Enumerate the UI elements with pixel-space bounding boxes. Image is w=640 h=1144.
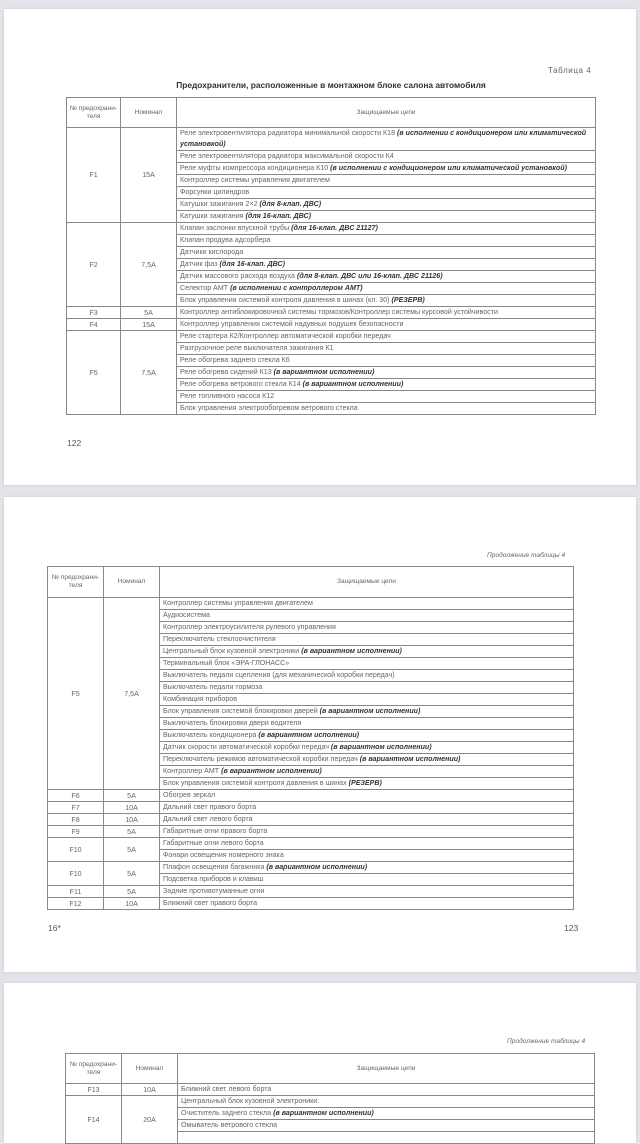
protected-circuit-cell	[177, 403, 596, 415]
table-row	[48, 826, 574, 838]
circuit-text: Выключатель блокировки двери водителя	[163, 719, 302, 727]
circuit-text: Селектор АМТ	[180, 284, 231, 292]
circuit-text: Аудиосистема	[163, 611, 211, 619]
circuit-note: (в исполнении с кондиционером или климатической установкой)	[180, 129, 587, 148]
circuit-text: Реле обогрева ветрового стекла К14	[180, 380, 303, 388]
fuse-number-cell: F10	[48, 862, 104, 886]
protected-circuit-cell	[160, 838, 574, 850]
table-row	[67, 128, 596, 151]
header-rating: Номинал	[122, 1054, 178, 1084]
protected-circuit-cell	[160, 730, 574, 742]
table-row	[48, 862, 574, 874]
protected-circuit-cell	[177, 259, 596, 271]
circuit-text: Омыватель ветрового стекла	[181, 1121, 278, 1129]
circuit-text: Форсунки цилиндров	[180, 188, 250, 196]
fuse-rating-cell: 15A	[121, 319, 177, 331]
protected-circuit-cell	[177, 355, 596, 367]
circuit-text: Плафон освещения багажника	[163, 863, 267, 871]
protected-circuit-cell	[160, 682, 574, 694]
protected-circuit-cell	[178, 1108, 595, 1120]
circuit-note: (для 8-клап. ДВС)	[259, 200, 322, 208]
protected-circuit-cell	[160, 898, 574, 910]
table-row	[66, 1096, 595, 1108]
protected-circuit-cell	[177, 367, 596, 379]
circuit-text: Контроллер системы управления двигателем	[163, 599, 313, 607]
circuit-note: (для 8-клап. ДВС или 16-клап. ДВС 21126)	[296, 272, 443, 280]
protected-circuit-cell	[177, 175, 596, 187]
circuit-text: Контроллер системы управления двигателем	[180, 176, 330, 184]
circuit-text: Обогрев зеркал	[163, 791, 216, 799]
circuit-text: Блок управления системой контроля давления в шинах (кл. 30)	[180, 296, 392, 304]
circuit-text: Датчик массового расхода воздуха	[180, 272, 297, 280]
fuse-rating-cell: 5A	[104, 862, 160, 886]
protected-circuit-cell	[160, 598, 574, 610]
fuse-number-cell: F6	[48, 790, 104, 802]
fuse-number-cell: F1	[67, 128, 121, 223]
protected-circuit-cell	[160, 646, 574, 658]
protected-circuit-cell	[178, 1096, 595, 1108]
page-number: 122	[67, 438, 82, 448]
protected-circuit-cell	[177, 379, 596, 391]
protected-circuit-cell	[160, 766, 574, 778]
circuit-text: Разгрузочное реле выключателя зажигания К1	[180, 344, 334, 352]
protected-circuit-cell	[160, 742, 574, 754]
header-rating: Номинал	[104, 567, 160, 598]
protected-circuit-cell	[177, 223, 596, 235]
circuit-text: Датчики кислорода	[180, 248, 244, 256]
circuit-text: Выключатель педали сцепления (для механической коробки передач)	[163, 671, 395, 679]
circuit-note: (в исполнении с кондиционером или климатической установкой)	[330, 164, 567, 172]
protected-circuit-cell	[160, 886, 574, 898]
circuit-text: Блок управления системой контроля давления в шинах	[163, 779, 349, 787]
page-number: 123	[564, 923, 579, 933]
protected-circuit-cell	[160, 634, 574, 646]
table-header-row	[48, 567, 574, 598]
circuit-note: (в вариантном исполнении)	[273, 368, 375, 376]
protected-circuit-cell	[160, 802, 574, 814]
circuit-text: Реле топливного насоса К12	[180, 392, 275, 400]
circuit-note: (в исполнении с контроллером АМТ)	[230, 284, 363, 292]
table-row	[67, 307, 596, 319]
document-page-1	[4, 9, 636, 485]
circuit-note: (РЕЗЕРВ)	[391, 296, 425, 304]
fuse-rating-cell: 5A	[104, 886, 160, 898]
fuse-rating-cell: 10A	[104, 814, 160, 826]
page-signature: 16*	[48, 923, 61, 933]
protected-circuit-cell	[160, 658, 574, 670]
circuit-note: (в вариантном исполнении)	[359, 755, 461, 763]
header-rating: Номинал	[121, 98, 177, 128]
circuit-text: Переключатель режимов автоматической коробки передач	[163, 755, 360, 763]
protected-circuit-cell	[160, 718, 574, 730]
circuit-text: Контроллер антиблокировочной системы тормозов/Контроллер системы курсовой устойчивости	[180, 308, 498, 316]
protected-circuit-cell	[160, 862, 574, 874]
circuit-text: Терминальный блок «ЭРА-ГЛОНАСС»	[163, 659, 290, 667]
fuse-rating-cell: 7,5A	[121, 331, 177, 415]
circuit-text: Контроллер АМТ	[163, 767, 222, 775]
protected-circuit-cell	[160, 826, 574, 838]
circuit-text: Переключатель стеклоочистителя	[163, 635, 276, 643]
fuse-rating-cell: 10A	[104, 802, 160, 814]
fuse-number-cell: F14	[66, 1096, 122, 1144]
circuit-note: (для 16-клап. ДВС)	[219, 260, 286, 268]
protected-circuit-cell	[177, 187, 596, 199]
fuse-table	[65, 1053, 595, 1144]
fuse-table	[47, 566, 574, 910]
fuse-number-cell: F9	[48, 826, 104, 838]
circuit-text: Реле обогрева заднего стекла К6	[180, 356, 290, 364]
circuit-note: (для 16-клап. ДВС)	[245, 212, 312, 220]
fuse-number-cell: F8	[48, 814, 104, 826]
fuse-number-cell: F7	[48, 802, 104, 814]
header-fuse-number: № предохрани-теля	[48, 567, 104, 598]
table-title: Предохранители, расположенные в монтажном блоке салона автомобиля	[176, 80, 486, 90]
protected-circuit-cell	[177, 343, 596, 355]
table-row	[48, 886, 574, 898]
fuse-number-cell: F2	[67, 223, 121, 307]
protected-circuit-cell	[177, 331, 596, 343]
protected-circuit-cell	[178, 1120, 595, 1132]
circuit-text: Центральный блок кузовной электроники	[163, 647, 302, 655]
header-fuse-number: № предохрани-теля	[66, 1054, 122, 1084]
fuse-rating-cell: 5A	[121, 307, 177, 319]
document-page-2	[4, 497, 636, 972]
protected-circuit-cell	[177, 211, 596, 223]
circuit-text: Дальний свет левого борта	[163, 815, 253, 823]
table-row	[67, 319, 596, 331]
circuit-note: (в вариантном исполнении)	[266, 863, 368, 871]
protected-circuit-cell	[160, 610, 574, 622]
circuit-text: Подсветка приборов и клавиш	[163, 875, 264, 883]
header-circuits: Защищаемые цепи	[177, 98, 596, 128]
protected-circuit-cell	[177, 199, 596, 211]
fuse-rating-cell: 15A	[121, 128, 177, 223]
circuit-text: Габаритные огни правого борта	[163, 827, 268, 835]
table-row	[48, 802, 574, 814]
protected-circuit-cell	[160, 622, 574, 634]
protected-circuit-cell	[177, 391, 596, 403]
protected-circuit-cell	[160, 790, 574, 802]
continuation-label: Продолжение таблицы 4	[487, 552, 566, 559]
table-row	[48, 838, 574, 850]
circuit-text: Блок управления электрообогревом ветрового стекла	[180, 404, 358, 412]
protected-circuit-cell	[160, 706, 574, 718]
circuit-text: Датчик фаз	[180, 260, 220, 268]
circuit-text: Ближний свет правого борта	[163, 899, 258, 907]
circuit-note: (в вариантном исполнении)	[221, 767, 322, 775]
circuit-text: Ближний свет левого борта	[181, 1085, 272, 1093]
circuit-text: Задние противотуманные огни	[163, 887, 265, 895]
document-page-3	[4, 983, 636, 1143]
table-row	[48, 814, 574, 826]
table-label: Таблица 4	[548, 66, 592, 75]
protected-circuit-cell	[177, 163, 596, 175]
protected-circuit-cell	[160, 850, 574, 862]
circuit-text: Реле электровентилятора радиатора минимальной скорости К18	[180, 129, 397, 137]
protected-circuit-cell	[178, 1084, 595, 1096]
circuit-note: (в вариантном исполнении)	[319, 707, 421, 715]
protected-circuit-cell	[177, 283, 596, 295]
fuse-number-cell: F5	[48, 598, 104, 790]
circuit-note: (РЕЗЕРВ)	[348, 779, 382, 787]
circuit-text: Реле стартера К2/Контроллер автоматической коробки передач	[180, 332, 391, 340]
circuit-text: Контроллер управления системой надувных подушек безопасности	[180, 320, 404, 328]
table-row	[48, 598, 574, 610]
circuit-text: Блок управления системой блокировки дверей	[163, 707, 320, 715]
circuit-text: Дальний свет правого борта	[163, 803, 257, 811]
fuse-rating-cell: 7,5A	[104, 598, 160, 790]
circuit-note: (в вариантном исполнении)	[258, 731, 360, 739]
fuse-number-cell: F4	[67, 319, 121, 331]
protected-circuit-cell	[177, 235, 596, 247]
fuse-table	[66, 97, 596, 415]
circuit-note: (для 16-клап. ДВС 21127)	[291, 224, 378, 232]
fuse-rating-cell: 20A	[122, 1096, 178, 1144]
fuse-number-cell: F10	[48, 838, 104, 862]
header-circuits: Защищаемые цепи	[178, 1054, 595, 1084]
circuit-text: Выключатель кондиционера	[163, 731, 259, 739]
table-row	[66, 1084, 595, 1096]
protected-circuit-cell	[177, 128, 596, 151]
table-header-row	[66, 1054, 595, 1084]
protected-circuit-cell	[160, 874, 574, 886]
circuit-text: Реле обогрева сидений К13	[180, 368, 274, 376]
protected-circuit-cell	[160, 754, 574, 766]
protected-circuit-cell	[177, 295, 596, 307]
circuit-note: (в вариантном исполнении)	[302, 380, 404, 388]
fuse-rating-cell: 5A	[104, 838, 160, 862]
fuse-number-cell: F11	[48, 886, 104, 898]
fuse-rating-cell: 7,5A	[121, 223, 177, 307]
protected-circuit-cell	[160, 694, 574, 706]
fuse-number-cell: F12	[48, 898, 104, 910]
fuse-number-cell: F3	[67, 307, 121, 319]
fuse-rating-cell: 10A	[122, 1084, 178, 1096]
protected-circuit-cell	[177, 307, 596, 319]
fuse-number-cell: F5	[67, 331, 121, 415]
protected-circuit-cell	[160, 814, 574, 826]
header-circuits: Защищаемые цепи	[160, 567, 574, 598]
fuse-rating-cell: 5A	[104, 826, 160, 838]
table-row	[48, 898, 574, 910]
circuit-note: (в вариантном исполнении)	[273, 1109, 374, 1117]
table-header-row	[67, 98, 596, 128]
protected-circuit-cell	[177, 319, 596, 331]
protected-circuit-cell	[177, 151, 596, 163]
fuse-rating-cell: 10A	[104, 898, 160, 910]
protected-circuit-cell	[177, 271, 596, 283]
protected-circuit-cell	[178, 1132, 595, 1144]
circuit-text: Клапан заслонки впускной трубы	[180, 224, 292, 232]
circuit-text: Датчик скорости автоматической коробки передач	[163, 743, 331, 751]
circuit-text: Клапан продува адсорбера	[180, 236, 271, 244]
protected-circuit-cell	[177, 247, 596, 259]
circuit-note: (в вариантном исполнении)	[301, 647, 402, 655]
circuit-text: Габаритные огни левого борта	[163, 839, 264, 847]
protected-circuit-cell	[160, 778, 574, 790]
circuit-text: Выключатель педали тормоза	[163, 683, 263, 691]
fuse-rating-cell: 5A	[104, 790, 160, 802]
table-row	[67, 331, 596, 343]
circuit-text: Реле муфты компрессора кондиционера К10	[180, 164, 331, 172]
circuit-text: Комбинация приборов	[163, 695, 238, 703]
protected-circuit-cell	[160, 670, 574, 682]
continuation-label: Продолжение таблицы 4	[507, 1038, 586, 1045]
header-fuse-number: № предохрани-теля	[67, 98, 121, 128]
circuit-text: Катушки зажигания 2×2	[180, 200, 260, 208]
circuit-text: Фонари освещения номерного знака	[163, 851, 284, 859]
circuit-text: Контроллер электроусилителя рулевого управления	[163, 623, 336, 631]
circuit-note: (в вариантном исполнении)	[330, 743, 432, 751]
circuit-text: Центральный блок кузовной электроники:	[181, 1097, 320, 1105]
fuse-number-cell: F13	[66, 1084, 122, 1096]
circuit-text: Реле электровентилятора радиатора максимальной скорости К4	[180, 152, 394, 160]
circuit-text: Катушки зажигания	[180, 212, 246, 220]
table-row	[67, 223, 596, 235]
table-row	[48, 790, 574, 802]
circuit-text: Очиститель заднего стекла	[181, 1109, 274, 1117]
